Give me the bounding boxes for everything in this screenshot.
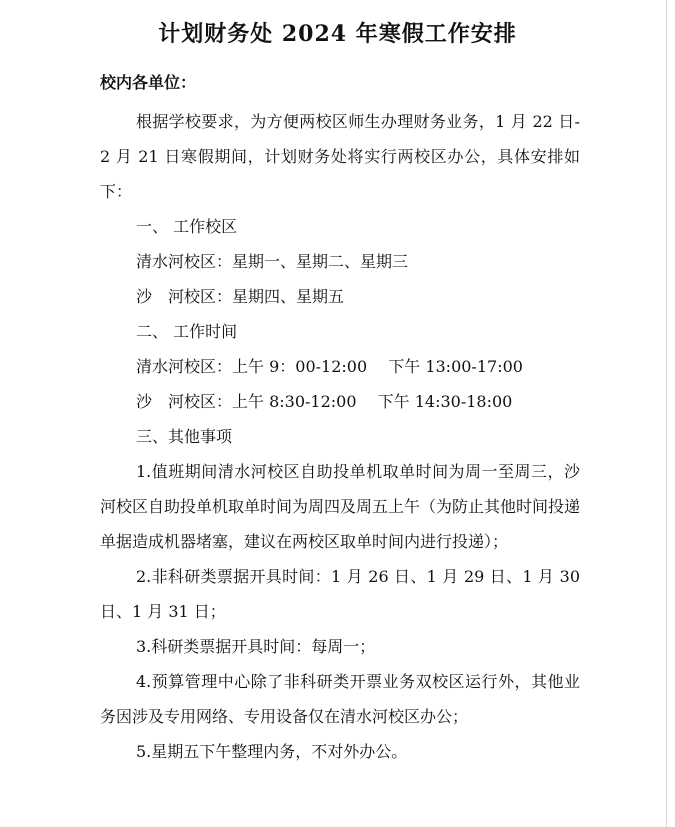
campus-shahe: 沙 河校区：星期四、星期五 [136, 287, 345, 306]
section-campus-heading: 一、 工作校区 [136, 217, 238, 236]
other-item-3: 3.科研类票据开具时间：每周一； [136, 637, 376, 656]
other-item-2: 2.非科研类票据开具时间：1 月 26 日、1 月 29 日、1 月 30 日、1 月 31 日； [100, 567, 580, 621]
campus-qingshuihe: 清水河校区：星期一、星期二、星期三 [136, 252, 409, 271]
section-hours-heading: 二、 工作时间 [136, 322, 238, 341]
hours-shahe: 沙 河校区：上午 8:30-12:00 下午 14:30-18:00 [136, 392, 513, 411]
other-item-4: 4.预算管理中心除了非科研类开票业务双校区运行外，其他业务因涉及专用网络、专用设备仅在清水河校区办公； [100, 672, 580, 726]
page-edge-divider [666, 0, 667, 827]
document-title: 计划财务处 2024 年寒假工作安排 [158, 21, 517, 47]
other-item-5: 5.星期五下午整理内务，不对外办公。 [136, 742, 408, 761]
intro-paragraph: 根据学校要求，为方便两校区师生办理财务业务，1 月 22 日-2 月 21 日寒假期间，计划财务处将实行两校区办公，具体安排如下： [100, 112, 580, 201]
section-other-heading: 三、其他事项 [136, 427, 233, 446]
hours-qingshuihe: 清水河校区：上午 9：00-12:00 下午 13:00-17:00 [136, 357, 523, 376]
other-item-1: 1.值班期间清水河校区自助投单机取单时间为周一至周三，沙河校区自助投单机取单时间为周四及周五上午（为防止其他时间投递单据造成机器堵塞，建议在两校区取单时间内进行投递）； [100, 462, 581, 551]
salutation: 校内各单位： [100, 73, 197, 92]
document-body [100, 104, 580, 769]
